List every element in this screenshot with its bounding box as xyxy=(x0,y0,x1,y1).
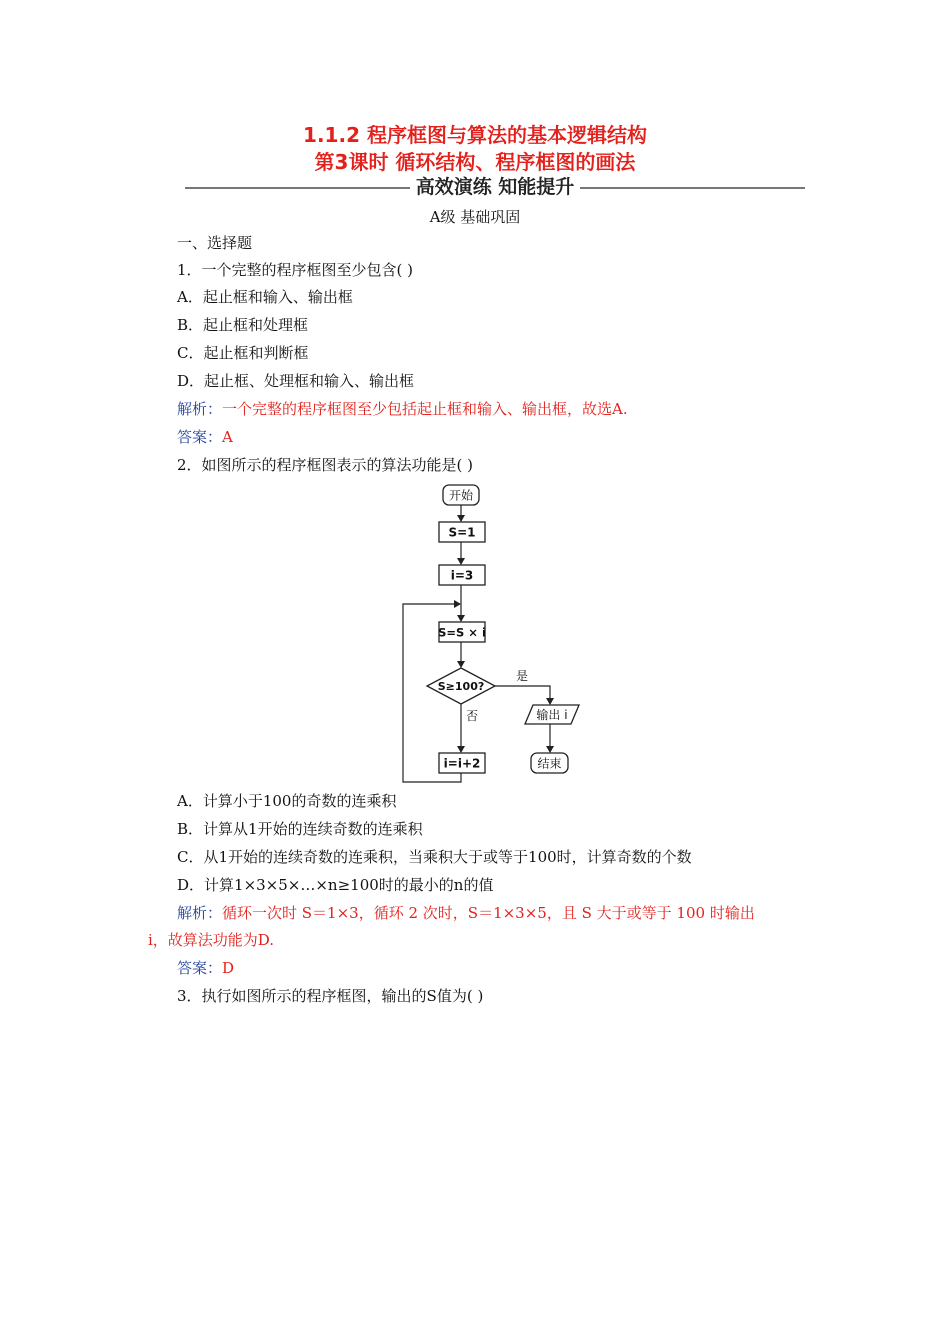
q2-stem: 2．如图所示的程序框图表示的算法功能是( ) xyxy=(177,456,474,474)
flowchart-end-label: 结束 xyxy=(537,756,562,771)
q2-flowchart xyxy=(395,480,595,785)
flowchart-start-label: 开始 xyxy=(448,488,474,503)
q1-answer-value: A xyxy=(222,428,233,446)
q2-analysis-text-1: 循环一次时 S＝1×3，循环 2 次时，S＝1×3×5，且 S 大于或等于 100 时输出 xyxy=(222,904,755,922)
q2-option-a: A．计算小于100的奇数的连乘积 xyxy=(177,792,397,810)
flowchart-decision-label: S≥100? xyxy=(437,680,485,693)
flowchart-update-label: S=S × i xyxy=(438,625,486,640)
q2-answer-value: D xyxy=(222,959,235,977)
section-heading: 一、选择题 xyxy=(177,234,253,252)
q1-option-b: B．起止框和处理框 xyxy=(177,316,309,334)
q2-answer xyxy=(177,957,234,979)
q1-analysis xyxy=(177,398,628,420)
q1-analysis-label: 解析： xyxy=(177,400,223,418)
q1-stem: 1．一个完整的程序框图至少包含( ) xyxy=(177,261,414,279)
title-line-2: 第3课时 循环结构、程序框图的画法 xyxy=(314,150,636,174)
q1-answer xyxy=(177,426,233,448)
q2-option-c: C．从1开始的连续奇数的连乘积，当乘积大于或等于100时，计算奇数的个数 xyxy=(177,848,692,866)
q1-analysis-text: 一个完整的程序框图至少包括起止框和输入、输出框，故选A. xyxy=(222,400,628,418)
banner-text: 高效演练 知能提升 xyxy=(415,176,575,198)
q3-stem: 3．执行如图所示的程序框图，输出的S值为( ) xyxy=(177,987,484,1005)
q1-option-a: A．起止框和输入、输出框 xyxy=(177,288,353,306)
flowchart-step-label: i=i+2 xyxy=(443,756,481,771)
banner xyxy=(185,174,805,200)
banner-rule-right xyxy=(580,187,805,189)
q1-answer-label: 答案： xyxy=(177,428,223,446)
flowchart-output-label: 输出 i xyxy=(536,708,568,722)
q1-option-d: D．起止框、处理框和输入、输出框 xyxy=(177,372,415,390)
q2-analysis-line-1 xyxy=(177,902,755,924)
flowchart-init-s-label: S=1 xyxy=(448,525,476,540)
banner-rule-left xyxy=(185,187,410,189)
level-heading: A级 基础巩固 xyxy=(429,208,521,226)
q1-option-c: C．起止框和判断框 xyxy=(177,344,309,362)
q2-analysis-label: 解析： xyxy=(177,904,223,922)
flowchart-no-label: 否 xyxy=(465,709,479,723)
flowchart-yes-arrow xyxy=(495,686,550,704)
flowchart-init-i-label: i=3 xyxy=(450,568,474,583)
title-line-1: 1.1.2 程序框图与算法的基本逻辑结构 xyxy=(303,123,647,147)
q2-answer-label: 答案： xyxy=(177,959,223,977)
q2-option-d: D．计算1×3×5×…×n≥100时的最小的n的值 xyxy=(177,876,494,894)
q2-option-b: B．计算从1开始的连续奇数的连乘积 xyxy=(177,820,423,838)
q2-analysis-line-2: i，故算法功能为D. xyxy=(148,931,275,949)
flowchart-yes-label: 是 xyxy=(515,669,529,683)
